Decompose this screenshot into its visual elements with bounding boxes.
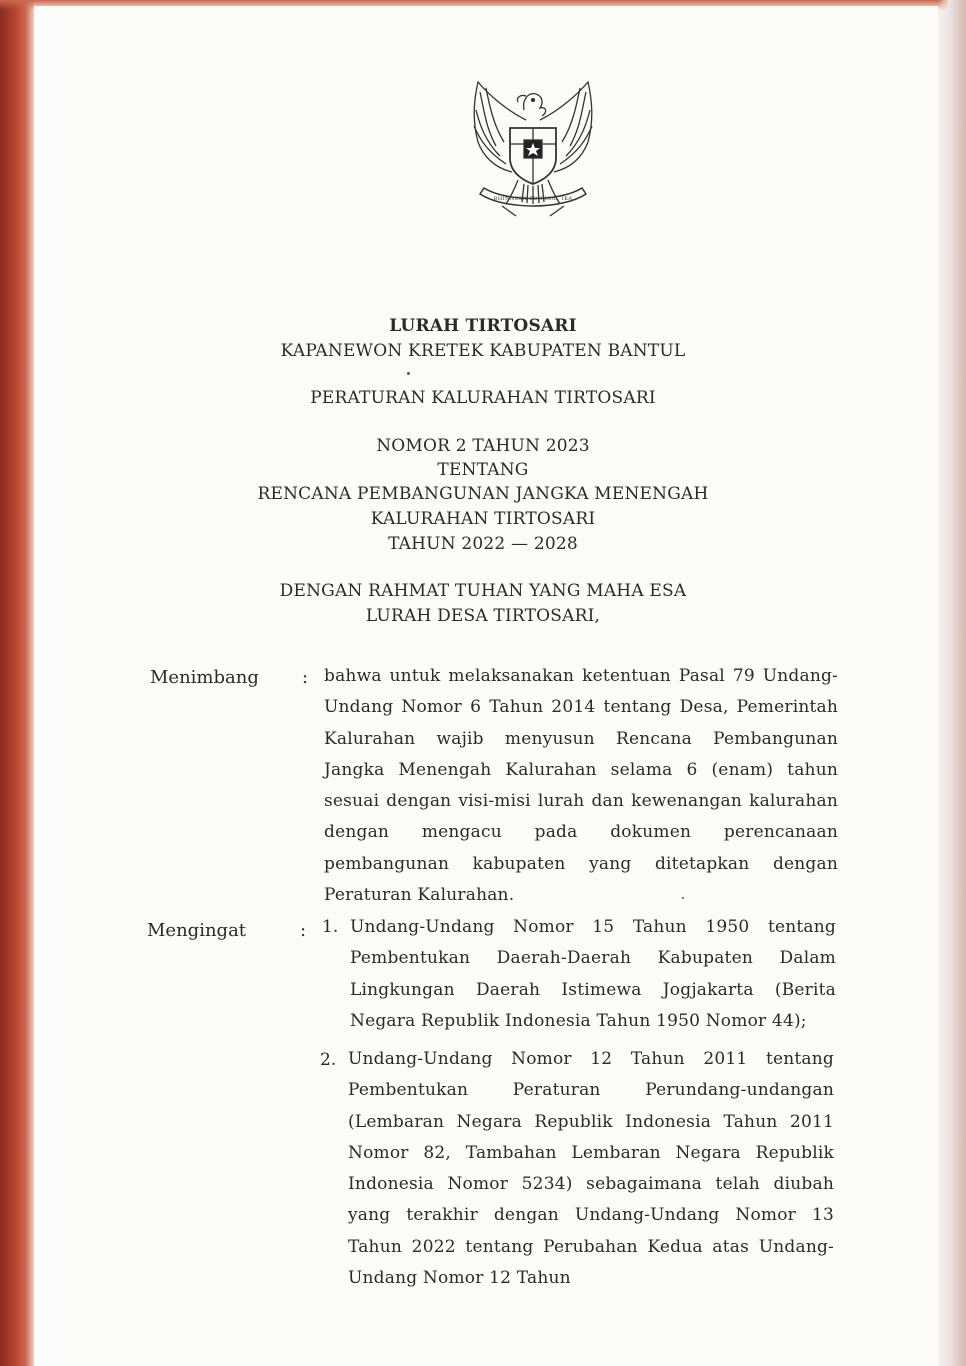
scan-edge-left (0, 0, 34, 1366)
regulation-title-line2: KALURAHAN TIRTOSARI (370, 509, 596, 529)
regulation-about: TENTANG (437, 460, 529, 480)
mengingat-item-text: Undang-Undang Nomor 15 Tahun 1950 tentang Pembentukan Daerah-Daerah Kabupaten Dalam Lingkungan Daerah Istimewa Jogjakarta (Berita Negara Republik Indonesia Tahun 1950 Nomor 44); (350, 917, 836, 1031)
mengingat-item-number: 2. (320, 1050, 337, 1070)
mengingat-colon: : (300, 920, 307, 941)
scan-dot (407, 372, 410, 375)
scan-dot (682, 897, 684, 899)
mengingat-label: Mengingat (147, 920, 247, 941)
preamble-line2: LURAH DESA TIRTOSARI, (365, 606, 601, 626)
scan-edge-right (938, 0, 966, 1366)
menimbang-text: bahwa untuk melaksanakan ketentuan Pasal 79 Undang-Undang Nomor 6 Tahun 2014 tentang Desa, Pemerintah Kalurahan wajib menyusun Rencana Pembangunan Jangka Menengah Kalurahan selama 6 (enam) tahun sesuai dengan visi-misi lurah dan kewenangan kalurahan dengan mengacu pada dokumen perencanaan pembangunan kabupaten yang ditetapkan dengan Peraturan Kalurahan. (324, 666, 838, 906)
preamble-line1: DENGAN RAHMAT TUHAN YANG MAHA ESA (279, 581, 687, 601)
mengingat-item-number: 1. (322, 917, 339, 937)
garuda-pancasila-icon (466, 80, 600, 218)
menimbang-label: Menimbang (150, 667, 259, 688)
regulation-title-line1: RENCANA PEMBANGUNAN JANGKA MENENGAH (257, 484, 709, 504)
office-title: LURAH TIRTOSARI (389, 316, 577, 336)
regulation-number: NOMOR 2 TAHUN 2023 (376, 436, 590, 456)
svg-text:BHINNEKA TUNGGAL IKA: BHINNEKA TUNGGAL IKA (493, 196, 573, 202)
menimbang-colon: : (302, 667, 309, 688)
regulation-type: PERATURAN KALURAHAN TIRTOSARI (310, 388, 656, 408)
region-line: KAPANEWON KRETEK KABUPATEN BANTUL (280, 341, 686, 361)
mengingat-item-text: Undang-Undang Nomor 12 Tahun 2011 tentang Pembentukan Peraturan Perundang-undangan (Lembaran Negara Republik Indonesia Tahun 2011 Nomor 82, Tambahan Lembaran Negara Republik Indonesia Nomor 5234) sebagaimana telah diubah yang terakhir dengan Undang-Undang Nomor 13 Tahun 2022 tentang Perubahan Kedua atas Undang-Undang Nomor 12 Tahun (348, 1049, 834, 1289)
regulation-title-line3: TAHUN 2022 — 2028 (388, 534, 578, 554)
